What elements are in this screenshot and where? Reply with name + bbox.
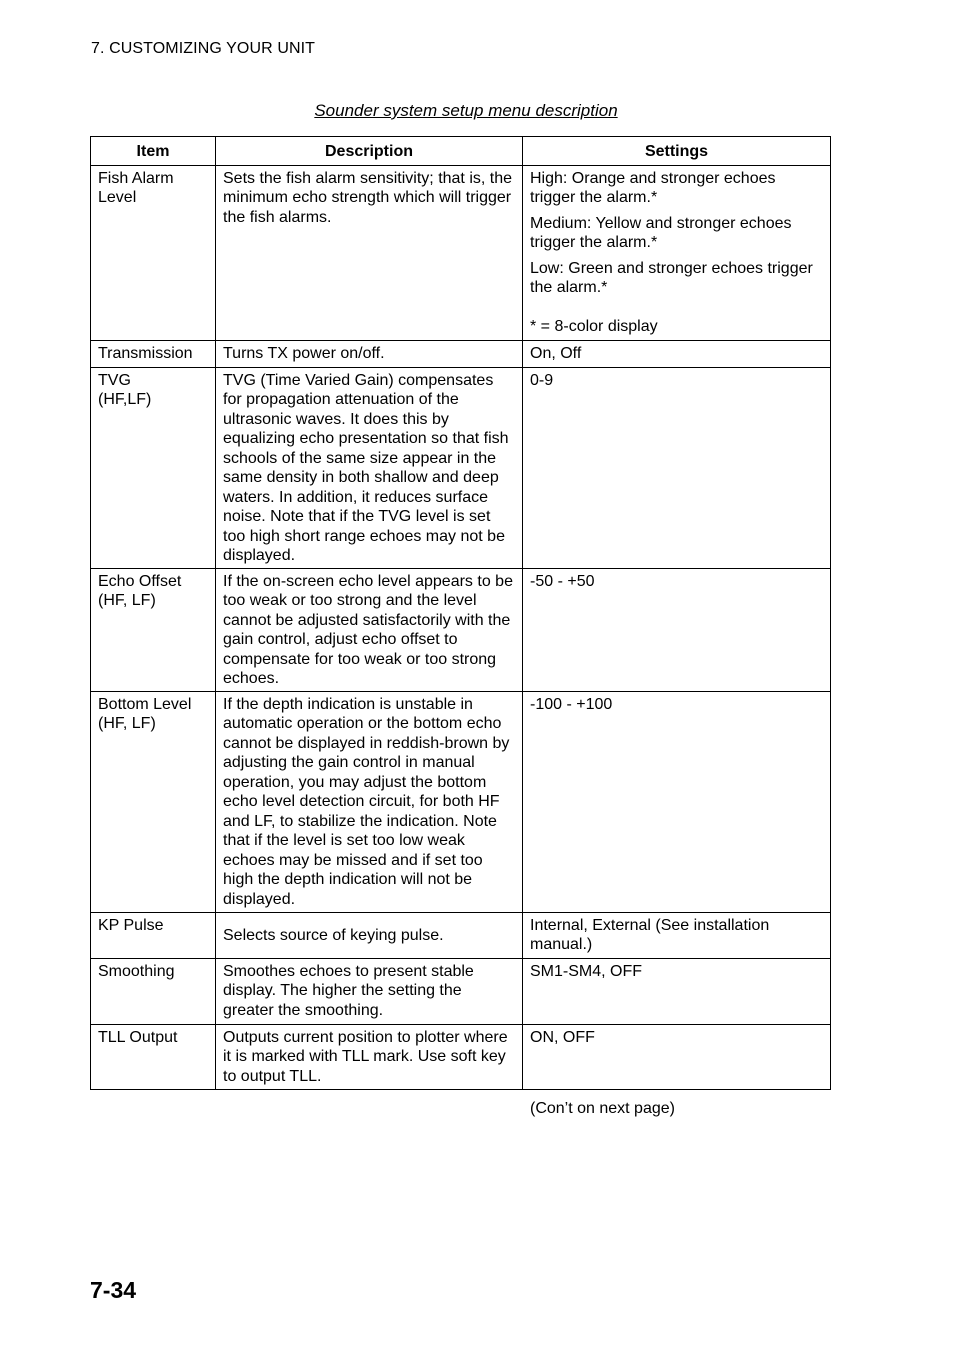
settings-cell — [523, 912, 831, 958]
settings-cell — [523, 367, 831, 568]
section-header: 7. CUSTOMIZING YOUR UNIT — [91, 40, 316, 57]
item-cell — [91, 367, 216, 568]
description-cell: Selects source of keying pulse. — [216, 912, 523, 958]
table-caption: Sounder system setup menu description — [314, 101, 618, 120]
item-label: KP Pulse — [98, 916, 164, 934]
setting-option: Internal, External (See installation manual.) — [530, 916, 770, 953]
setting-option: -100 - +100 — [530, 695, 613, 713]
table-row — [91, 912, 831, 958]
page-number: 7-34 — [90, 1277, 137, 1303]
settings-cell — [523, 691, 831, 912]
settings-cell — [523, 1024, 831, 1089]
settings-cell — [523, 165, 831, 340]
description-cell: Smoothes echoes to present stable display. The higher the setting the greater the smoothing. — [216, 958, 523, 1024]
description-cell: If the on-screen echo level appears to be too weak or too strong and the level cannot be adjusted satisfactorily with the gain control, adjust echo offset to compensate for too weak or too strong echoes. — [216, 568, 523, 691]
table-header-row — [91, 137, 831, 166]
description-cell: Turns TX power on/off. — [216, 340, 523, 367]
setting-note: * = 8-color display — [530, 317, 658, 335]
column-header-description: Description — [216, 137, 523, 166]
table-row — [91, 568, 831, 691]
description-cell: If the depth indication is unstable in automatic operation or the bottom echo cannot be displayed in reddish-brown by adjusting the gain control in manual operation, you may adjust the bottom echo level detection circuit, for both HF and LF, to stabilize the indication. Note that if the level is set too low weak echoes may be missed and if set too high the depth indication will not be displayed. — [216, 691, 523, 912]
item-label: (HF,LF) — [98, 391, 152, 408]
table-row — [91, 165, 831, 340]
setting-option: Medium: Yellow and stronger echoes trigger the alarm.* — [530, 214, 792, 251]
item-cell — [91, 912, 216, 958]
setting-option: 0-9 — [530, 371, 554, 389]
item-label: Echo Offset — [98, 572, 182, 590]
item-cell — [91, 568, 216, 691]
sounder-setup-table — [90, 136, 831, 1090]
continued-note: (Con’t on next page) — [530, 1100, 675, 1117]
table-row — [91, 1024, 831, 1089]
table-row — [91, 340, 831, 367]
column-header-item: Item — [91, 137, 216, 166]
settings-cell — [523, 568, 831, 691]
setting-option: SM1-SM4, OFF — [530, 962, 643, 980]
setting-option: -50 - +50 — [530, 572, 595, 590]
description-cell: Outputs current position to plotter where it is marked with TLL mark. Use soft key to output TLL. — [216, 1024, 523, 1089]
item-cell — [91, 691, 216, 912]
item-cell — [91, 1024, 216, 1089]
item-cell — [91, 958, 216, 1024]
table-row — [91, 367, 831, 568]
item-label: (HF, LF) — [98, 715, 156, 732]
table-row — [91, 691, 831, 912]
item-label: Smoothing — [98, 962, 175, 980]
description-cell: Sets the fish alarm sensitivity; that is, the minimum echo strength which will trigger the fish alarms. — [216, 165, 523, 340]
item-label: Transmission — [98, 344, 193, 362]
item-label: (HF, LF) — [98, 592, 156, 609]
item-cell — [91, 165, 216, 340]
item-cell — [91, 340, 216, 367]
item-label: Fish Alarm — [98, 169, 174, 187]
item-label: TLL Output — [98, 1028, 178, 1046]
item-label: Bottom Level — [98, 695, 192, 713]
setting-option: High: Orange and stronger echoes trigger the alarm.* — [530, 169, 776, 206]
setting-option: Low: Green and stronger echoes trigger the alarm.* — [530, 259, 813, 296]
setting-option: ON, OFF — [530, 1028, 595, 1046]
description-cell: TVG (Time Varied Gain) compensates for propagation attenuation of the ultrasonic waves. It does this by equalizing echo presentation so that fish schools of the same size appear in the same density in both shallow and deep waters. In addition, it reduces surface noise. Note that if the TVG level is set too high short range echoes may not be displayed. — [216, 367, 523, 568]
settings-cell — [523, 958, 831, 1024]
table-row — [91, 958, 831, 1024]
item-label: Level — [98, 189, 137, 206]
settings-cell — [523, 340, 831, 367]
item-label: TVG — [98, 371, 131, 389]
setting-option: On, Off — [530, 344, 582, 362]
column-header-settings: Settings — [523, 137, 831, 166]
